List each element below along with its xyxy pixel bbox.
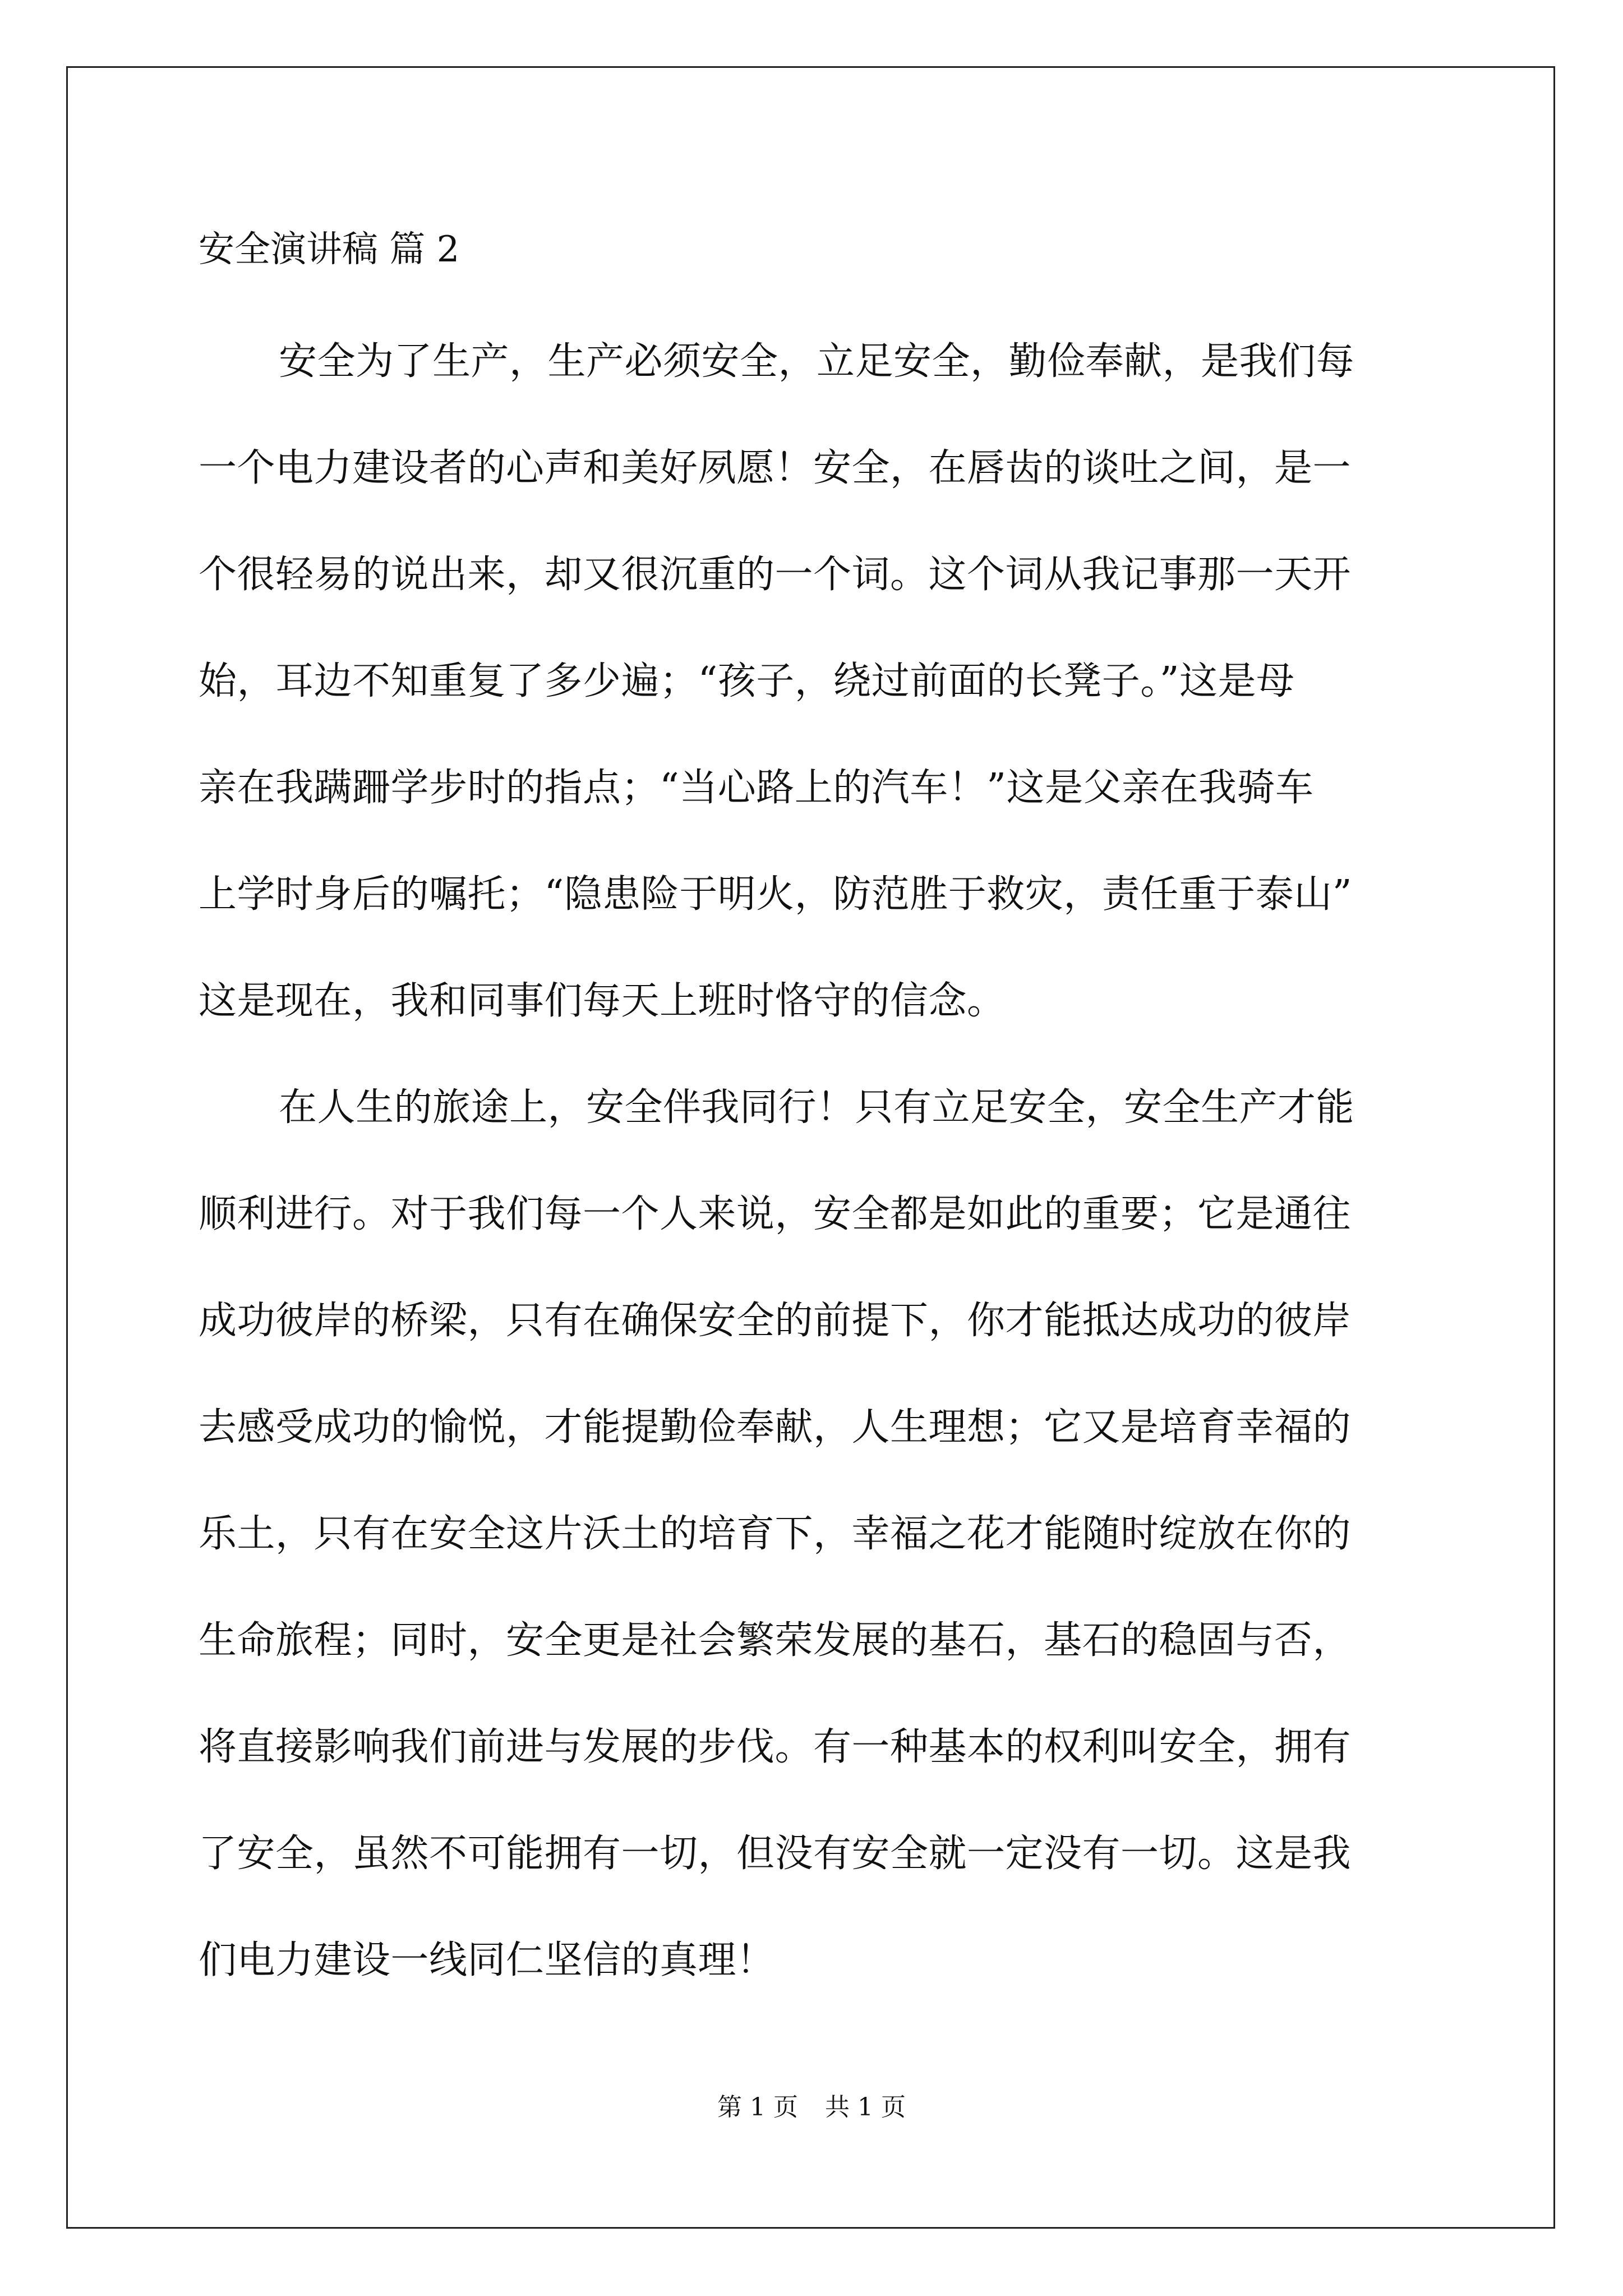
paragraph-2-line-3: 成功彼岸的桥梁，只有在确保安全的前提下，你才能抵达成功的彼岸 [199,1299,1352,1343]
paragraph-1-line-5: 亲在我蹒跚学步时的指点；“当心路上的汽车！”这是父亲在我骑车 [199,766,1314,810]
paragraph-1-line-2: 一个电力建设者的心声和美好夙愿！安全，在唇齿的谈吐之间，是一 [199,446,1352,490]
page-border [66,66,1555,2229]
document-title: 安全演讲稿 篇 2 [199,229,460,270]
paragraph-1-line-6: 上学时身后的嘱托；“隐患险于明火，防范胜于救灾，责任重于泰山” [199,872,1353,917]
paragraph-2-line-2: 顺利进行。对于我们每一个人来说，安全都是如此的重要；它是通往 [199,1192,1352,1236]
page-footer [0,2088,1623,2127]
paragraph-2-line-5: 乐土，只有在安全这片沃土的培育下，幸福之花才能随时绽放在你的 [199,1512,1352,1556]
paragraph-1-line-7: 这是现在，我和同事们每天上班时恪守的信念。 [199,979,1006,1023]
paragraph-2-line-9: 们电力建设一线同仁坚信的真理！ [199,1938,775,1982]
page-total: 共 1 页 [825,2093,906,2122]
page-number: 第 1 页 [717,2093,798,2122]
paragraph-2-line-8: 了安全，虽然不可能拥有一切，但没有安全就一定没有一切。这是我 [199,1832,1352,1876]
paragraph-2-line-7: 将直接影响我们前进与发展的步伐。有一种基本的权利叫安全，拥有 [199,1725,1352,1769]
paragraph-2-line-4: 去感受成功的愉悦，才能提勤俭奉献，人生理想；它又是培育幸福的 [199,1405,1352,1450]
paragraph-1-line-1: 安全为了生产，生产必须安全，立足安全，勤俭奉献，是我们每 [279,339,1355,384]
paragraph-2-line-6: 生命旅程；同时，安全更是社会繁荣发展的基石，基石的稳固与否， [199,1618,1352,1663]
paragraph-2-line-1: 在人生的旅途上，安全伴我同行！只有立足安全，安全生产才能 [279,1085,1355,1130]
paragraph-1-line-3: 个很轻易的说出来，却又很沉重的一个词。这个词从我记事那一天开 [199,553,1352,597]
paragraph-1-line-4: 始，耳边不知重复了多少遍；“孩子，绕过前面的长凳子。”这是母 [199,659,1295,703]
